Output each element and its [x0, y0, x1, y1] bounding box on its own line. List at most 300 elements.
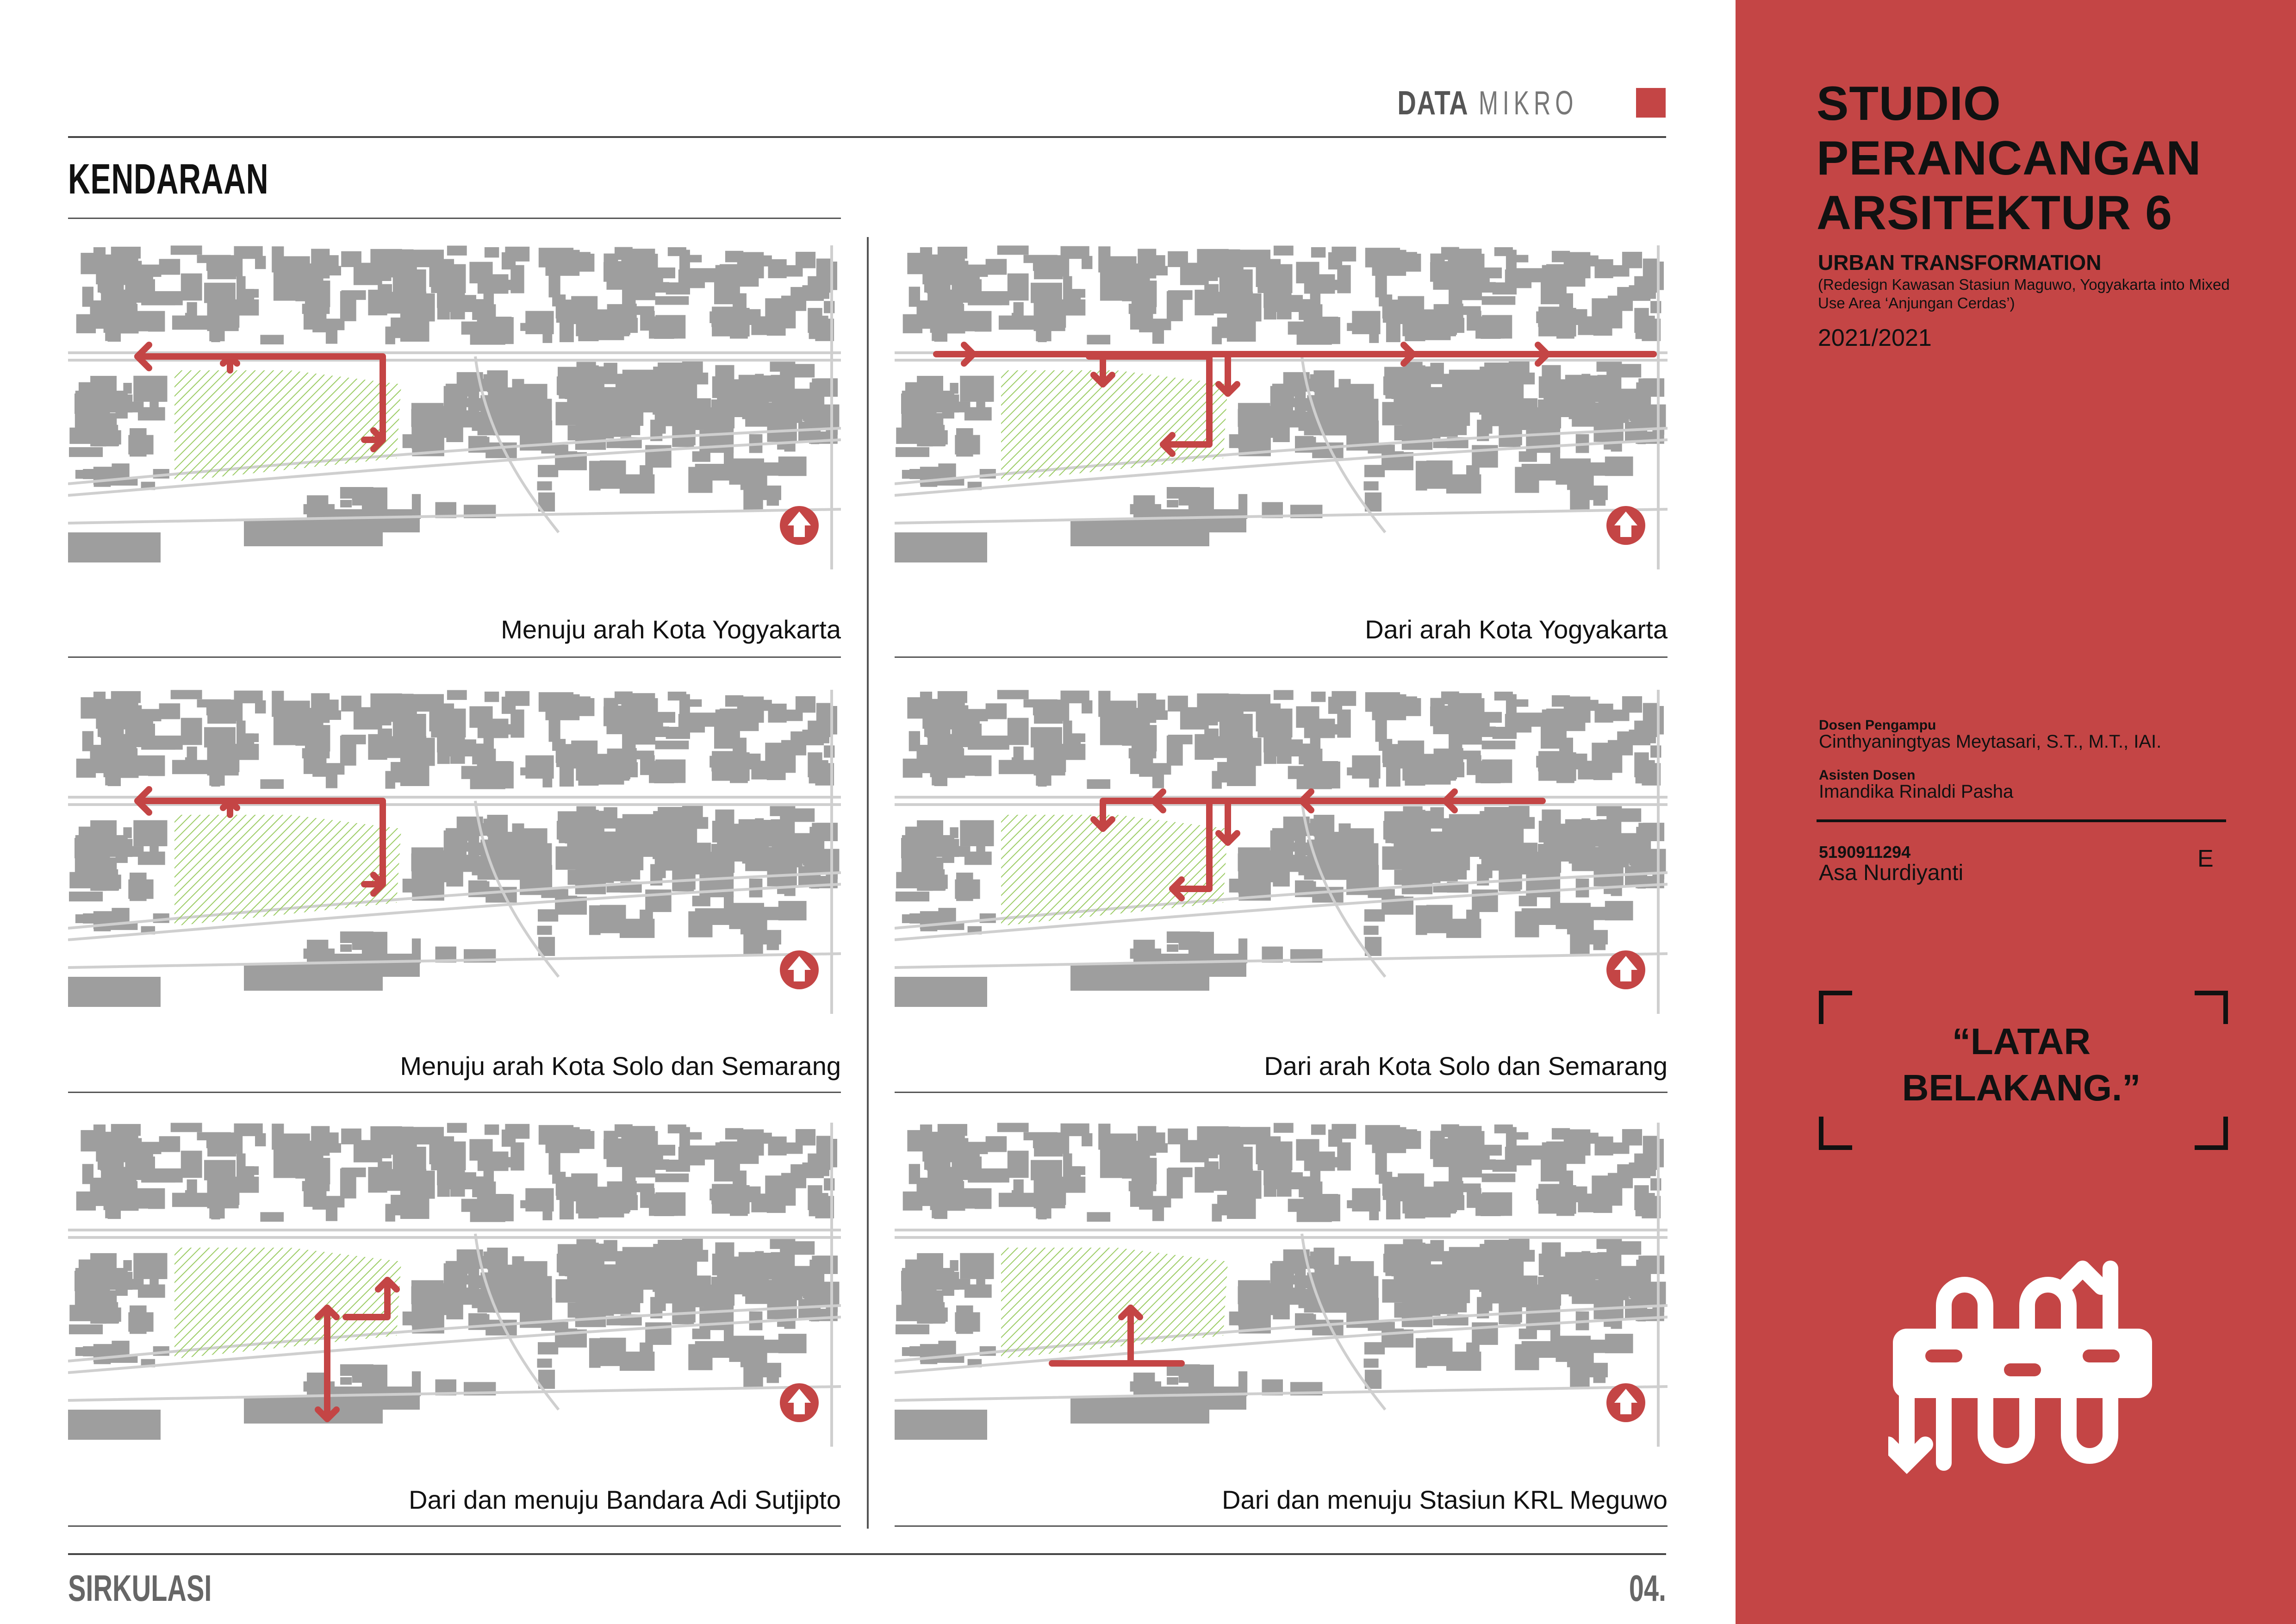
building-block [1542, 710, 1562, 731]
building-block [1138, 1126, 1156, 1156]
building-block [1256, 1137, 1281, 1165]
building-block [141, 1170, 175, 1183]
building-block [823, 706, 837, 735]
building-block [733, 738, 747, 756]
header-tag-bold: DATA [1397, 85, 1468, 122]
building-block [765, 1175, 796, 1206]
building-block [1446, 1352, 1481, 1371]
building-block [1559, 294, 1573, 311]
building-block [171, 1123, 202, 1132]
student-id: 5190911294 [1819, 843, 1911, 862]
building-block [340, 500, 352, 507]
building-block [1364, 926, 1379, 935]
building-block [485, 1194, 511, 1219]
header-square-marker [1636, 88, 1666, 118]
building-block [1519, 896, 1537, 906]
building-block [99, 303, 129, 323]
building-block [655, 1174, 689, 1182]
building-block [1328, 1130, 1342, 1147]
building-block [1559, 738, 1573, 756]
building-block [1304, 274, 1335, 294]
building-block [808, 1185, 822, 1210]
building-block [816, 378, 838, 397]
building-block [716, 1143, 735, 1164]
building-block [305, 725, 330, 751]
building-block [751, 316, 769, 335]
building-block [312, 1200, 333, 1210]
building-block [69, 447, 103, 457]
building-block [986, 259, 1007, 275]
building-block [627, 306, 654, 315]
building-block [1227, 1189, 1256, 1219]
building-block [653, 1194, 666, 1212]
caption-rule [68, 656, 841, 658]
building-block [113, 1138, 142, 1160]
building-block [243, 733, 259, 742]
building-block [546, 706, 580, 720]
building-block [1593, 328, 1612, 336]
building-block [1167, 1377, 1178, 1385]
building-block [484, 1251, 493, 1259]
building-block [896, 892, 929, 901]
building-block [790, 731, 824, 745]
building-block [1636, 382, 1646, 410]
building-block [1542, 810, 1561, 830]
building-block [1446, 475, 1481, 494]
building-block [613, 1187, 629, 1214]
building-block [1593, 1363, 1606, 1383]
building-block [260, 335, 284, 344]
building-block [187, 747, 197, 760]
building-block [1256, 259, 1281, 287]
building-block [1593, 486, 1606, 506]
building-block [1226, 722, 1250, 732]
station-building [895, 977, 987, 1007]
building-block [159, 1136, 180, 1152]
building-block [767, 931, 779, 950]
building-block [604, 262, 615, 282]
building-block [1312, 1194, 1338, 1219]
building-block [552, 294, 566, 306]
building-block [715, 810, 734, 830]
station-building [895, 1410, 987, 1440]
building-block [808, 308, 822, 333]
assistant-name: Imandika Rinaldi Pasha [1819, 781, 2014, 802]
building-block [964, 852, 992, 865]
project-site-area [1001, 815, 1228, 926]
footer-section-label: SIRKULASI [68, 1568, 212, 1609]
building-block [1069, 289, 1085, 298]
building-block [478, 274, 509, 294]
building-block [305, 281, 330, 307]
building-block [156, 839, 165, 846]
building-block [999, 316, 1034, 330]
building-block [1352, 1188, 1380, 1212]
building-block [1341, 853, 1372, 871]
building-block [312, 323, 333, 332]
building-block [1509, 1239, 1530, 1254]
building-block [311, 1126, 330, 1156]
building-block [82, 731, 93, 751]
section-title-rule [68, 218, 841, 219]
building-block [627, 762, 638, 777]
building-block [591, 1276, 618, 1284]
building-block [1139, 768, 1160, 777]
building-block [1051, 744, 1086, 760]
caption-rule [895, 1525, 1668, 1527]
building-block [340, 1364, 373, 1376]
building-block [1517, 852, 1544, 874]
building-block [1008, 1151, 1029, 1178]
building-block [724, 896, 734, 911]
building-block [964, 407, 992, 421]
building-block [613, 310, 629, 337]
building-block [1605, 265, 1630, 277]
building-block [739, 393, 759, 413]
building-block [591, 399, 618, 406]
building-block [905, 382, 918, 395]
building-block [1274, 246, 1294, 256]
building-block [682, 712, 717, 727]
building-block [626, 281, 655, 300]
building-block [1132, 725, 1157, 751]
building-block [140, 265, 162, 277]
building-block [1508, 712, 1543, 727]
building-block [1014, 302, 1024, 316]
section-quote [1817, 1018, 2226, 1111]
building-block [514, 853, 546, 871]
building-block [1480, 846, 1509, 857]
building-block [181, 1151, 202, 1178]
building-block [790, 287, 824, 301]
building-block [1480, 402, 1509, 412]
building-block [604, 1139, 615, 1159]
building-block [1593, 931, 1606, 950]
building-block [778, 265, 803, 277]
building-block [1379, 739, 1392, 751]
building-block [1100, 716, 1130, 745]
building-block [1087, 1212, 1110, 1222]
route-map-panel [895, 690, 1668, 1014]
building-block [433, 1283, 446, 1291]
building-block [627, 1183, 654, 1192]
lecturer-name: Cinthyaningtyas Meytasari, S.T., M.T., IAI. [1819, 731, 2162, 752]
route-caption: Dari arah Kota Yogyakarta [1365, 615, 1668, 644]
building-block [688, 1344, 712, 1370]
building-block [1625, 1299, 1647, 1319]
building-block [627, 1195, 638, 1210]
building-block [340, 487, 373, 499]
site-map [895, 1123, 1668, 1447]
building-block [1493, 282, 1517, 294]
building-block [342, 735, 366, 744]
building-block [1605, 1143, 1630, 1154]
building-block [81, 697, 105, 718]
building-block [757, 700, 772, 711]
building-block [1480, 317, 1493, 335]
building-block [1289, 1287, 1305, 1305]
building-block [400, 1189, 429, 1219]
building-block [1310, 1251, 1319, 1259]
building-block [260, 779, 284, 789]
building-block [514, 1286, 546, 1304]
building-block [733, 1171, 747, 1188]
building-block [1593, 772, 1612, 780]
building-block [691, 407, 717, 430]
building-block [770, 806, 796, 816]
building-block [1098, 691, 1110, 717]
building-block [964, 1285, 992, 1298]
building-block [433, 850, 446, 858]
building-block [1242, 1169, 1253, 1180]
building-block [1493, 1160, 1517, 1172]
building-block [1328, 697, 1342, 714]
project-site-area [174, 370, 401, 481]
building-block [1132, 1158, 1157, 1184]
building-block [1223, 291, 1232, 300]
building-block [83, 1346, 118, 1356]
building-block [1430, 262, 1441, 282]
building-block [580, 414, 594, 441]
building-block [138, 852, 165, 865]
building-block [447, 1123, 467, 1133]
building-block [909, 287, 920, 306]
building-block [757, 1133, 772, 1144]
building-block [81, 253, 105, 274]
building-block [744, 939, 762, 951]
building-block [643, 268, 676, 278]
building-block [1482, 296, 1516, 305]
building-block [1273, 1295, 1290, 1319]
building-block [1423, 367, 1434, 384]
building-block [437, 292, 450, 319]
building-block [525, 311, 554, 334]
building-block [396, 736, 405, 744]
building-block [571, 741, 597, 765]
building-block [1051, 1177, 1086, 1193]
building-block [1049, 255, 1070, 276]
building-block [758, 462, 790, 476]
building-block [1405, 777, 1425, 786]
building-block [907, 1130, 932, 1151]
building-block [1405, 332, 1425, 341]
academic-year: 2021/2021 [1818, 325, 1932, 351]
building-block [400, 756, 429, 786]
building-block [274, 1149, 304, 1178]
building-block [171, 245, 202, 255]
quote-line: “LATAR [1952, 1021, 2091, 1062]
building-block [778, 710, 803, 721]
studio-title-line: STUDIO [1817, 77, 2001, 131]
building-block [578, 332, 598, 341]
building-block [502, 1130, 516, 1147]
building-block [1636, 1260, 1646, 1287]
building-block [967, 709, 988, 722]
building-block [272, 691, 284, 717]
building-block [1168, 1168, 1193, 1177]
building-block [1256, 704, 1281, 732]
building-block [1416, 461, 1427, 491]
building-block [546, 1138, 580, 1153]
building-block [1536, 756, 1561, 768]
building-block [765, 743, 796, 773]
building-block [1454, 1183, 1481, 1192]
frame-corner-bottom-left [1819, 1117, 1852, 1150]
site-map [68, 1123, 841, 1447]
building-block [462, 410, 478, 427]
building-block [396, 1168, 405, 1177]
building-block [986, 703, 1007, 719]
building-block [1439, 754, 1456, 781]
building-block [187, 302, 197, 316]
building-block [502, 697, 516, 714]
building-block [626, 1159, 655, 1178]
building-block [1634, 1185, 1649, 1210]
building-block [571, 1174, 597, 1198]
building-block [512, 1256, 524, 1281]
building-block [929, 857, 944, 870]
building-block [1311, 1124, 1325, 1135]
site-map [895, 690, 1668, 1014]
building-block [108, 327, 121, 342]
building-block [525, 756, 554, 779]
building-block [342, 290, 366, 300]
building-block [1310, 374, 1319, 382]
building-block [1542, 365, 1561, 385]
building-block [620, 919, 655, 938]
building-block [83, 913, 118, 924]
building-block [103, 857, 117, 870]
building-block [1430, 1139, 1441, 1159]
building-block [1559, 1171, 1573, 1188]
building-block [758, 1340, 790, 1353]
building-block [772, 388, 795, 418]
building-block [1593, 1205, 1612, 1213]
building-block [757, 256, 772, 267]
building-block [772, 832, 795, 862]
building-block [1509, 362, 1530, 377]
building-block [1585, 462, 1617, 476]
building-block [446, 1295, 463, 1319]
building-block [1454, 762, 1464, 777]
building-block [141, 293, 175, 306]
building-block [255, 700, 266, 713]
building-block [626, 726, 655, 745]
building-block [107, 394, 132, 412]
building-block [1407, 859, 1421, 885]
building-block [396, 291, 405, 300]
caption-rule [68, 1092, 841, 1093]
building-block [1398, 296, 1424, 320]
building-block [1605, 710, 1630, 721]
building-block [1592, 298, 1622, 328]
building-block [751, 1193, 769, 1212]
building-block [1132, 281, 1157, 307]
building-block [159, 259, 180, 275]
building-block [1138, 693, 1156, 723]
building-block [181, 718, 202, 745]
building-block [1398, 741, 1424, 765]
building-block [1226, 277, 1250, 288]
building-block [1264, 1169, 1276, 1197]
building-block [1515, 912, 1539, 937]
building-block [643, 1145, 676, 1156]
building-block [342, 1168, 366, 1177]
building-block [983, 839, 992, 846]
building-block [75, 843, 101, 851]
building-block [940, 1138, 968, 1160]
building-block [655, 741, 689, 750]
building-block [1352, 756, 1380, 779]
route-caption: Dari dan menuju Bandara Adi Sutjipto [409, 1485, 841, 1514]
building-block [1100, 1149, 1130, 1178]
building-block [1536, 1189, 1561, 1200]
building-block [1341, 1286, 1372, 1304]
building-block [181, 274, 202, 301]
building-block [1379, 294, 1392, 306]
building-block [1617, 287, 1650, 301]
building-block [107, 839, 132, 857]
building-block [1087, 335, 1110, 344]
building-block [437, 1169, 450, 1197]
site-map [68, 245, 841, 569]
building-block [1312, 317, 1338, 342]
building-block [565, 816, 586, 843]
building-block [956, 428, 973, 456]
building-block [1493, 727, 1517, 739]
building-block [1100, 272, 1130, 301]
building-block [1364, 481, 1379, 491]
building-block [1087, 779, 1110, 789]
building-block [907, 697, 932, 718]
building-block [997, 690, 1029, 699]
building-block [565, 371, 586, 399]
building-block [986, 1136, 1007, 1152]
building-block [1082, 1133, 1092, 1146]
building-block [172, 316, 208, 330]
building-block [211, 331, 220, 343]
building-block [770, 362, 796, 372]
building-block [1649, 706, 1664, 735]
building-block [999, 760, 1034, 775]
building-block [968, 737, 1002, 750]
building-block [956, 1305, 973, 1334]
building-block [172, 760, 208, 775]
building-block [1129, 304, 1157, 314]
building-block [1372, 706, 1406, 720]
building-block [307, 495, 328, 520]
building-block [770, 1239, 796, 1249]
building-block [1133, 495, 1155, 520]
building-block [108, 772, 121, 786]
building-block [79, 1260, 91, 1272]
building-block [437, 736, 450, 764]
building-block [901, 1275, 928, 1284]
building-block [371, 1135, 392, 1158]
building-block [997, 1123, 1029, 1132]
building-block [925, 303, 955, 323]
building-block [896, 447, 929, 457]
building-block [956, 873, 973, 901]
building-block [1133, 1373, 1155, 1398]
building-block [940, 261, 968, 282]
lecturer-label: Dosen Pengampu [1819, 718, 1936, 733]
building-block [412, 494, 421, 519]
building-block [737, 275, 759, 287]
building-block [1312, 761, 1338, 787]
circulation-icon [1888, 1250, 2157, 1481]
building-block [1578, 316, 1596, 335]
